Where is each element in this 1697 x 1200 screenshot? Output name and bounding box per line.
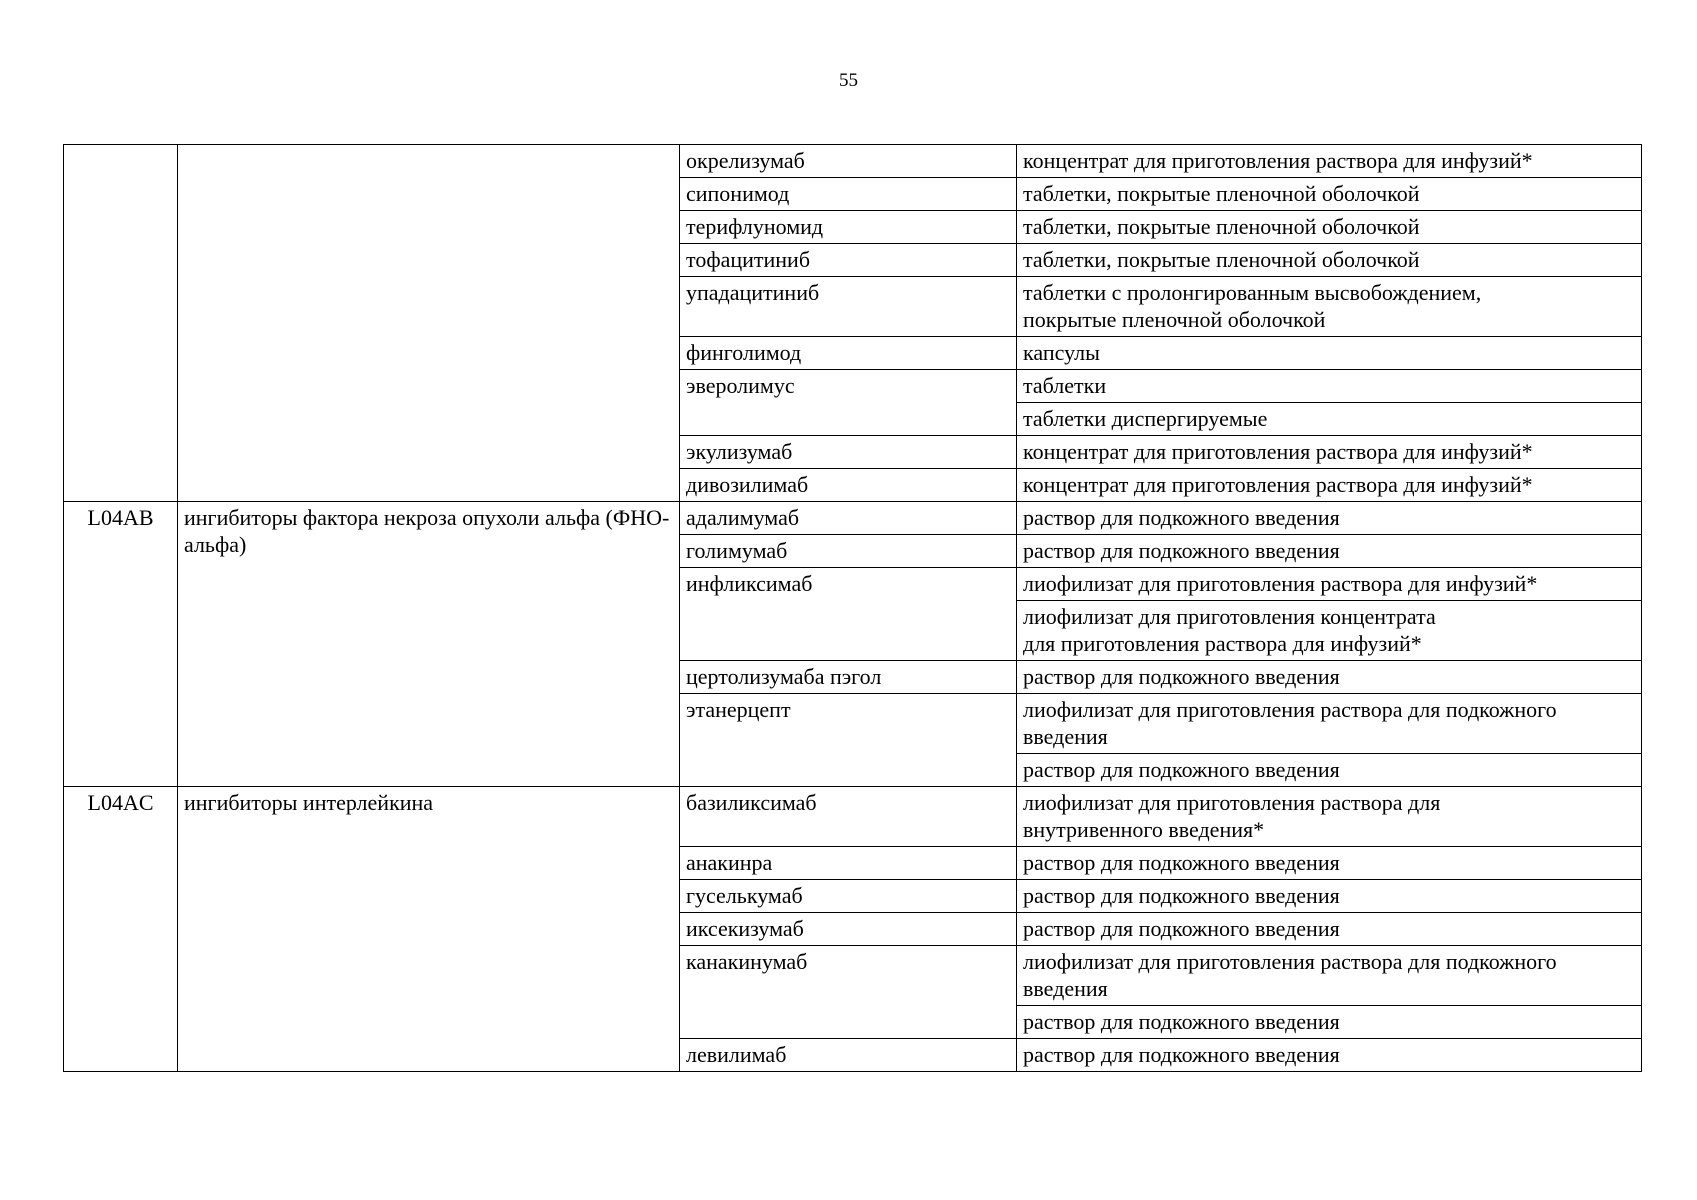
dosage-form-cell: раствор для подкожного введения <box>1017 754 1642 787</box>
dosage-form-cell <box>1017 946 1642 1006</box>
drug-name-cell: канакинумаб <box>680 946 1017 1039</box>
dosage-form-cell: таблетки диспергируемые <box>1017 403 1642 436</box>
drug-name-cell: голимумаб <box>680 535 1017 568</box>
dosage-form-line: введения <box>1023 724 1108 749</box>
dosage-form-cell: раствор для подкожного введения <box>1017 1039 1642 1072</box>
dosage-form-cell: лиофилизат для приготовления раствора для инфузий* <box>1017 568 1642 601</box>
drug-table <box>63 144 1642 1072</box>
dosage-form-cell: раствор для подкожного введения <box>1017 913 1642 946</box>
dosage-form-cell: раствор для подкожного введения <box>1017 535 1642 568</box>
dosage-form-cell: раствор для подкожного введения <box>1017 661 1642 694</box>
drug-name-cell: эверолимус <box>680 370 1017 436</box>
table-row <box>64 787 1642 847</box>
dosage-form-line: введения <box>1023 976 1108 1001</box>
table-body <box>64 145 1642 1072</box>
dosage-form-cell: таблетки <box>1017 370 1642 403</box>
dosage-form-line: внутривенного введения* <box>1023 817 1265 842</box>
dosage-form-cell: концентрат для приготовления раствора для инфузий* <box>1017 469 1642 502</box>
drug-name-cell: окрелизумаб <box>680 145 1017 178</box>
drug-name-cell: тофацитиниб <box>680 244 1017 277</box>
group-name-cell <box>178 145 680 502</box>
dosage-form-cell <box>1017 787 1642 847</box>
dosage-form-cell: концентрат для приготовления раствора для инфузий* <box>1017 145 1642 178</box>
dosage-form-line: покрытые пленочной оболочкой <box>1023 307 1326 332</box>
dosage-form-line: лиофилизат для приготовления концентрата <box>1023 604 1436 629</box>
drug-name-cell: экулизумаб <box>680 436 1017 469</box>
dosage-form-line: лиофилизат для приготовления раствора для подкожного <box>1023 697 1557 722</box>
group-name-cell: ингибиторы фактора некроза опухоли альфа (ФНО-альфа) <box>178 502 680 787</box>
dosage-form-cell <box>1017 694 1642 754</box>
page-number: 55 <box>839 70 858 91</box>
dosage-form-cell: раствор для подкожного введения <box>1017 502 1642 535</box>
dosage-form-cell: таблетки, покрытые пленочной оболочкой <box>1017 244 1642 277</box>
atc-code-cell: L04AB <box>64 502 178 787</box>
table-row <box>64 502 1642 535</box>
dosage-form-cell: капсулы <box>1017 337 1642 370</box>
drug-name-cell: сипонимод <box>680 178 1017 211</box>
drug-name-cell: цертолизумаба пэгол <box>680 661 1017 694</box>
drug-name-cell: левилимаб <box>680 1039 1017 1072</box>
drug-name-cell: адалимумаб <box>680 502 1017 535</box>
atc-code-cell <box>64 145 178 502</box>
dosage-form-cell: таблетки, покрытые пленочной оболочкой <box>1017 211 1642 244</box>
dosage-form-line: лиофилизат для приготовления раствора для подкожного <box>1023 949 1557 974</box>
drug-name-cell: инфликсимаб <box>680 568 1017 661</box>
table-row <box>64 145 1642 178</box>
dosage-form-cell: раствор для подкожного введения <box>1017 1006 1642 1039</box>
drug-name-cell: анакинра <box>680 847 1017 880</box>
dosage-form-cell: концентрат для приготовления раствора для инфузий* <box>1017 436 1642 469</box>
dosage-form-cell: таблетки, покрытые пленочной оболочкой <box>1017 178 1642 211</box>
dosage-form-cell: раствор для подкожного введения <box>1017 847 1642 880</box>
dosage-form-cell: раствор для подкожного введения <box>1017 880 1642 913</box>
drug-name-cell: финголимод <box>680 337 1017 370</box>
drug-name-cell: дивозилимаб <box>680 469 1017 502</box>
drug-name-cell: этанерцепт <box>680 694 1017 787</box>
atc-code-cell: L04AC <box>64 787 178 1072</box>
drug-name-cell: гуселькумаб <box>680 880 1017 913</box>
dosage-form-cell <box>1017 601 1642 661</box>
dosage-form-cell <box>1017 277 1642 337</box>
drug-name-cell: упадацитиниб <box>680 277 1017 337</box>
group-name-cell: ингибиторы интерлейкина <box>178 787 680 1072</box>
drug-name-cell: терифлуномид <box>680 211 1017 244</box>
dosage-form-line: лиофилизат для приготовления раствора для <box>1023 790 1441 815</box>
drug-name-cell: базиликсимаб <box>680 787 1017 847</box>
drug-name-cell: иксекизумаб <box>680 913 1017 946</box>
dosage-form-line: для приготовления раствора для инфузий* <box>1023 631 1422 656</box>
dosage-form-line: таблетки с пролонгированным высвобождением, <box>1023 280 1482 305</box>
